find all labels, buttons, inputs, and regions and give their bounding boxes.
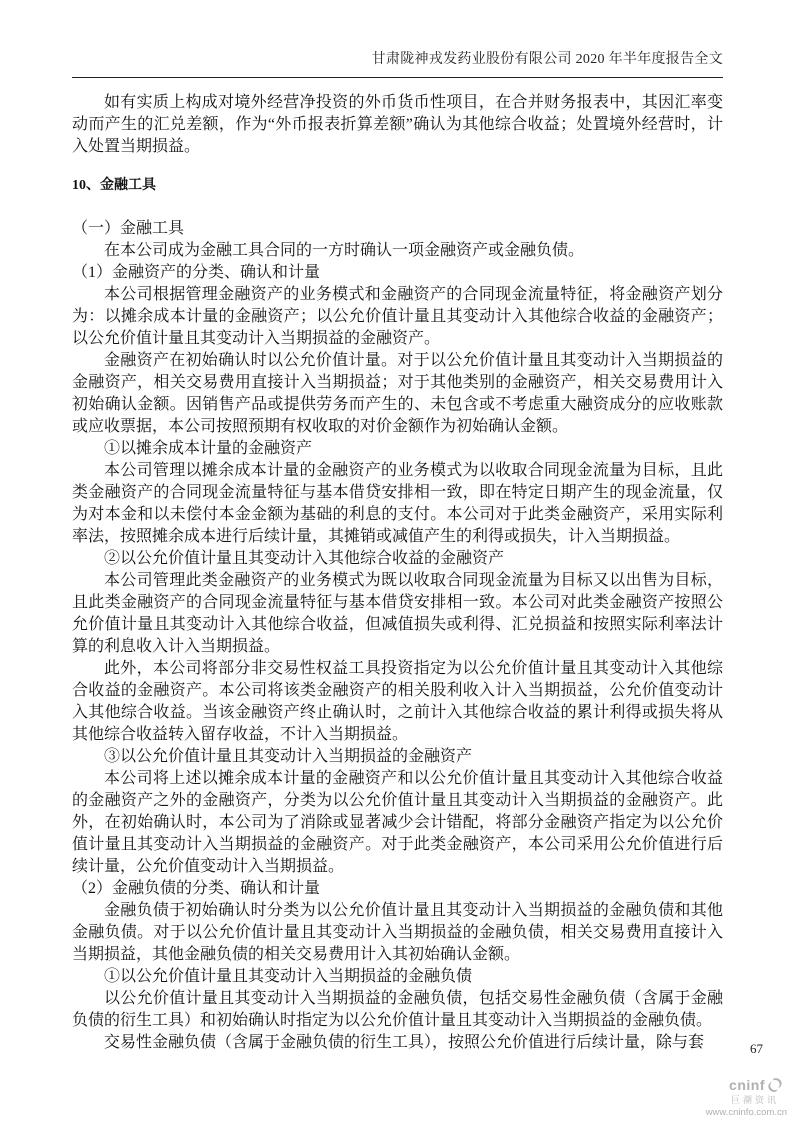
item-label-fvtpl-liability: ①以公允价值计量且其变动计入当期损益的金融负债 [104,968,473,985]
paragraph-liability-initial: 金融负债于初始确认时分类为以公允价值计量且其变动计入当期损益的金融负债和其他金融负债。对于以公允价值计量且其变动计入当期损益的金融负债，相关交易费用直接计入当期损益，其他金融负债的相关交易费用计入其初始确认金额。 [72,902,723,963]
paragraph-trading-liability: 交易性金融负债（含属于金融负债的衍生工具），按照公允价值进行后续计量，除与套 [104,1034,705,1051]
paragraph-non-trading-equity: 此外，本公司将部分非交易性权益工具投资指定为以公允价值计量且其变动计入其他综合收益的金融资产。本公司将该类金融资产的相关股利收入计入当期损益，公允价值变动计入其他综合收益。当该金融资产终止确认时，之前计入其他综合收益的累计利得或损失将从其他综合收益转入留存收益，不计入当期损益。 [72,660,723,743]
cninfo-logo-row [697,1077,783,1093]
section-heading-financial-instruments: 10、金融工具 [72,178,156,193]
header-title: 甘肃陇神戎发药业股份有限公司 2020 年半年度报告全文 [371,52,723,67]
paragraph-initial-measurement: 金融资产在初始确认时以公允价值计量。对于以公允价值计量且其变动计入当期损益的金融资产，相关交易费用直接计入当期损益；对于其他类别的金融资产，相关交易费用计入初始确认金额。因销售产品或提供劳务而产生的、未包含或不考虑重大融资成分的应收账款或应收票据，本公司按照预期有权收取的对价金额作为初始确认金额。 [72,352,723,435]
paragraph-foreign-currency: 如有实质上构成对境外经营净投资的外币货币性项目，在合并财务报表中，其因汇率变动而产生的汇兑差额，作为“外币报表折算差额”确认为其他综合收益；处置境外经营时，计入处置当期损益。 [72,94,723,155]
page-number: 67 [750,1041,763,1056]
cninfo-chinese-name: 巨潮资讯 [730,1095,779,1105]
subsection-label-asset-classification: （1）金融资产的分类、确认和计量 [72,264,321,281]
paragraph-fvtpl-detail: 本公司将上述以摊余成本计量的金融资产和以公允价值计量且其变动计入其他综合收益的金融资产之外的金融资产，分类为以公允价值计量且其变动计入当期损益的金融资产。此外，在初始确认时，本公司为了消除或显著减少会计错配，将部分金融资产指定为以公允价值计量且其变动计入当期损益的金融资产。对于此类金融资产，本公司采用公允价值进行后续计量，公允价值变动计入当期损益。 [72,770,723,875]
subsection-label-liability-classification: （2）金融负债的分类、确认和计量 [72,880,321,897]
cninfo-logo [697,1077,789,1118]
paragraph-fvoci-detail: 本公司管理此类金融资产的业务模式为既以收取合同现金流量为目标又以出售为目标，且此类金融资产的合同现金流量特征与基本借贷安排相一致。本公司对此类金融资产按照公允价值计量且其变动计入其他综合收益，但减值损失或利得、汇兑损益和按照实际利率法计算的利息收入计入当期损益。 [72,572,723,655]
paragraph-recognition: 在本公司成为金融工具合同的一方时确认一项金融资产或金融负债。 [104,242,585,259]
page-header [72,48,723,78]
item-label-fvtpl: ③以公允价值计量且其变动计入当期损益的金融资产 [104,748,473,765]
item-label-amortized-cost: ①以摊余成本计量的金融资产 [104,440,313,457]
paragraph-amortized-cost-detail: 本公司管理以摊余成本计量的金融资产的业务模式为以收取合同现金流量为目标，且此类金融资产的合同现金流量特征与基本借贷安排相一致，即在特定日期产生的现金流量，仅为对本金和以未偿付本金金额为基础的利息的支付。本公司对于此类金融资产，采用实际利率法，按照摊余成本进行后续计量，其摊销或减值产生的利得或损失，计入当期损益。 [72,462,723,545]
cninfo-url: www.cninfo.com.cn [705,1107,787,1118]
document-content [72,92,723,1054]
subsection-label-financial-instruments: （一）金融工具 [72,220,185,237]
paragraph-fvtpl-liability-detail: 以公允价值计量且其变动计入当期损益的金融负债，包括交易性金融负债（含属于金融负债的衍生工具）和初始确认时指定为以公允价值计量且其变动计入当期损益的金融负债。 [72,990,723,1029]
cninfo-brand-text: cninf [729,1077,765,1093]
cninfo-swirl-icon [767,1077,783,1093]
paragraph-asset-categories: 本公司根据管理金融资产的业务模式和金融资产的合同现金流量特征，将金融资产划分为：以摊余成本计量的金融资产；以公允价值计量且其变动计入其他综合收益的金融资产；以公允价值计量且其变动计入当期损益的金融资产。 [72,286,723,347]
item-label-fvoci: ②以公允价值计量且其变动计入其他综合收益的金融资产 [104,550,505,567]
